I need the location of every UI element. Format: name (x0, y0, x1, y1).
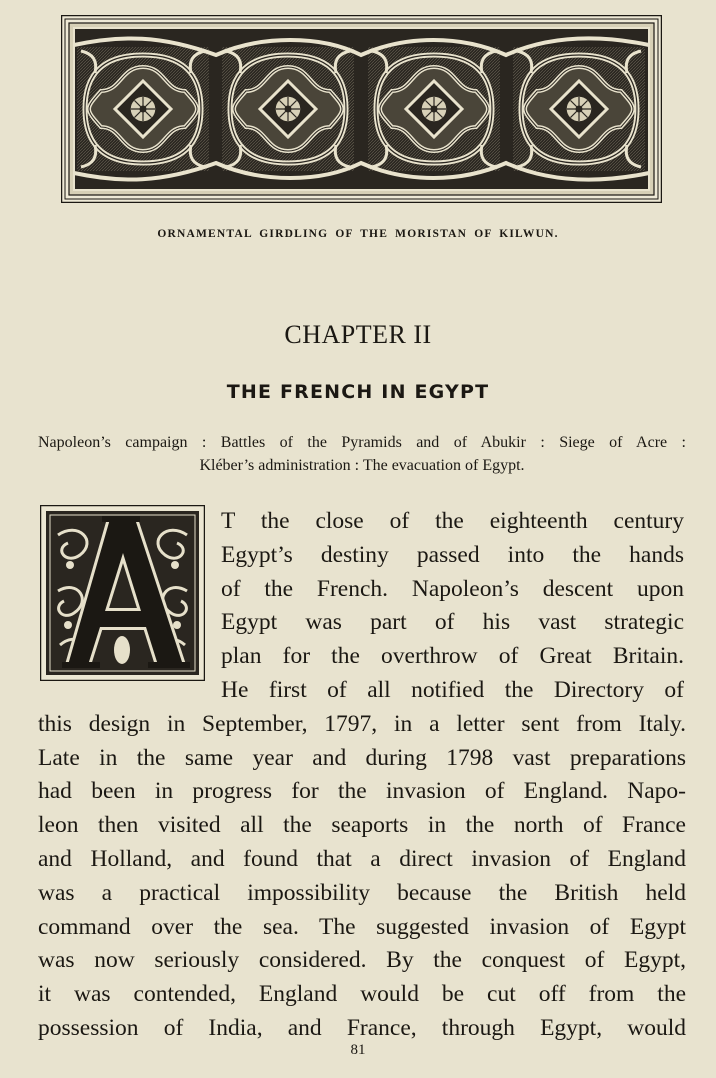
illustration-caption: ORNAMENTAL GIRDLING OF THE MORISTAN OF KILWUN. (157, 228, 559, 240)
drop-cap-initial (40, 505, 205, 681)
synopsis-line: Napoleon’s campaign : Battles of the Pyramids and of Abukir : Siege of Acre : (38, 434, 686, 451)
chapter-title: THE FRENCH IN EGYPT (226, 381, 490, 403)
text-line: Late in the same year and during 1798 vast preparations (38, 744, 686, 771)
text-line: command over the sea. The suggested invasion of Egypt (38, 913, 686, 940)
chapter-synopsis (38, 431, 686, 477)
text-line: was a practical impossibility because the British held (38, 879, 686, 906)
synopsis-line: Kléber’s administration : The evacuation of Egypt. (199, 457, 525, 474)
text-line: T the close of the eighteenth century (221, 508, 684, 534)
text-line: leon then visited all the seaports in the north of France (38, 812, 686, 839)
chapter-number: CHAPTER II (284, 320, 432, 349)
text-line: had been in progress for the invasion of England. Napo- (38, 778, 686, 805)
text-line: He first of all notified the Directory of (221, 677, 684, 703)
text-line: was now seriously considered. By the conquest of Egypt, (38, 947, 686, 974)
ornamental-girdling-illustration (61, 15, 662, 203)
text-line: possession of India, and France, through Egypt, would (38, 1015, 686, 1041)
text-line: it was contended, England would be cut off from the (38, 981, 686, 1008)
text-line: of the French. Napoleon’s descent upon (221, 575, 684, 602)
text-line: this design in September, 1797, in a letter sent from Italy. (38, 710, 686, 737)
text-line: plan for the overthrow of Great Britain. (221, 643, 684, 670)
text-line: Egypt’s destiny passed into the hands (221, 541, 684, 568)
text-line: Egypt was part of his vast strategic (221, 609, 684, 636)
text-line: and Holland, and found that a direct invasion of England (38, 846, 686, 872)
page-number: 81 (350, 1042, 366, 1058)
